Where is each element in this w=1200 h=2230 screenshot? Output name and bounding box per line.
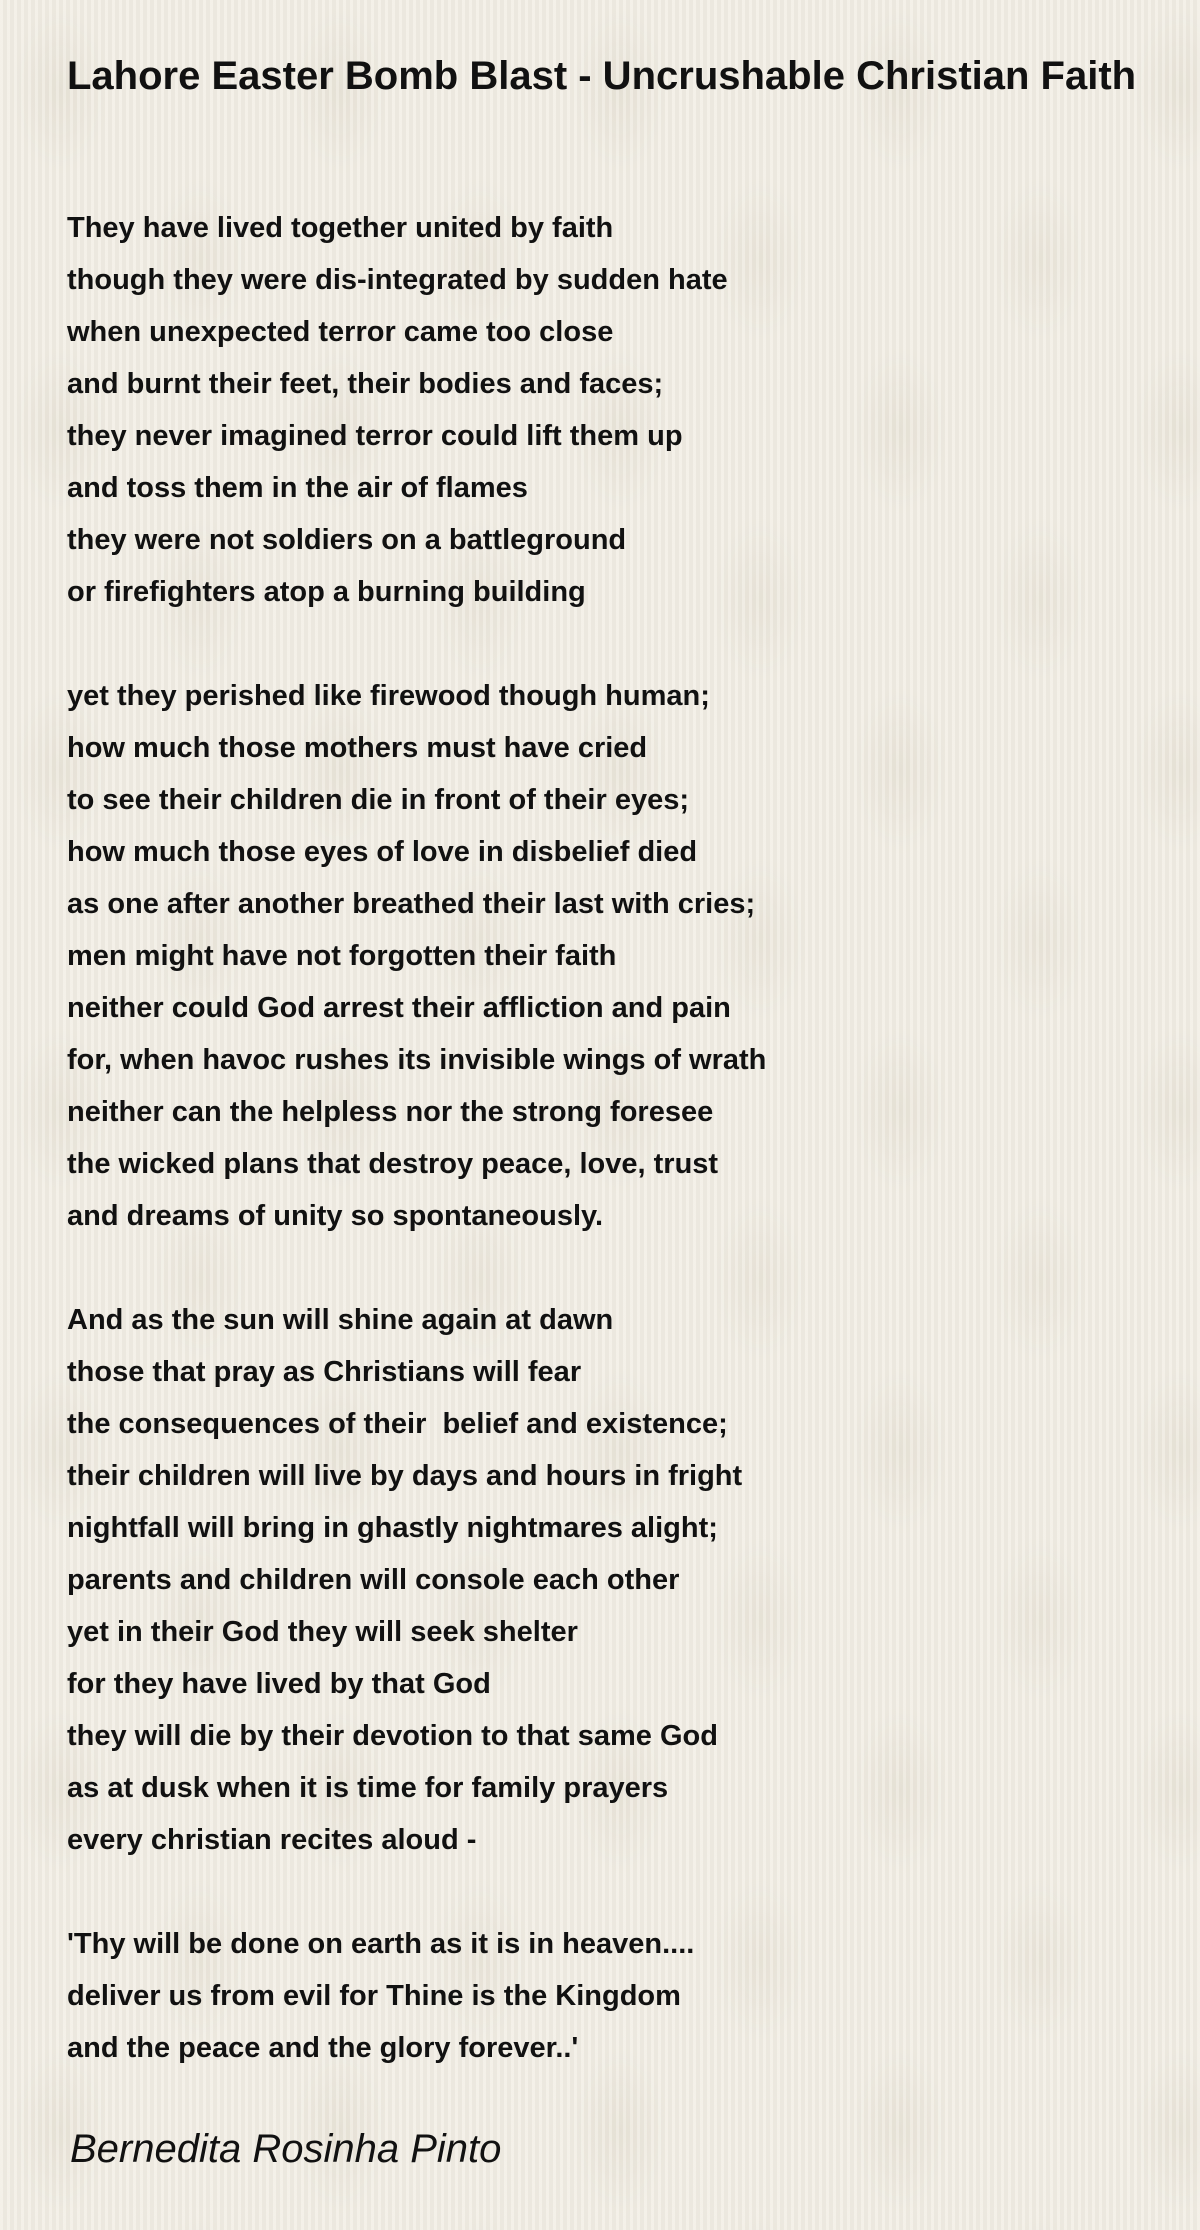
poem-line: their children will live by days and hours in fright (67, 1460, 743, 1492)
stanza-2 (67, 670, 1147, 1242)
poem-line: to see their children die in front of their eyes; (67, 784, 689, 816)
poem-line: how much those mothers must have cried (67, 732, 648, 764)
poem-line: neither could God arrest their affliction and pain (67, 992, 731, 1024)
poem-line: parents and children will console each other (67, 1564, 680, 1596)
poem-line: and the peace and the glory forever..' (67, 2032, 579, 2064)
poem-line: the wicked plans that destroy peace, love, trust (67, 1148, 719, 1180)
poem-line: for they have lived by that God (67, 1668, 491, 1700)
poem-line: and burnt their feet, their bodies and faces; (67, 368, 664, 400)
poem-line: yet in their God they will seek shelter (67, 1616, 578, 1648)
poem-line: or firefighters atop a burning building (67, 576, 586, 608)
poem-line: how much those eyes of love in disbelief died (67, 836, 698, 868)
poem-line: They have lived together united by faith (67, 212, 614, 244)
poem-line: and toss them in the air of flames (67, 472, 528, 504)
poem-line: nightfall will bring in ghastly nightmares alight; (67, 1512, 718, 1544)
poem-line: neither can the helpless nor the strong foresee (67, 1096, 714, 1128)
poem-author: Bernedita Rosinha Pinto (70, 2127, 502, 2171)
stanza-3 (67, 1294, 1147, 1866)
poem-line: yet they perished like firewood though human; (67, 680, 710, 712)
poem-line: And as the sun will shine again at dawn (67, 1304, 614, 1336)
poem-line: they were not soldiers on a battleground (67, 524, 627, 556)
poem-line: men might have not forgotten their faith (67, 940, 617, 972)
poem-line: as at dusk when it is time for family prayers (67, 1772, 669, 1804)
poem-line: deliver us from evil for Thine is the Kingdom (67, 1980, 681, 2012)
stanza-1 (67, 202, 1147, 618)
poem-line: the consequences of their belief and existence; (67, 1408, 728, 1440)
poem-line: those that pray as Christians will fear (67, 1356, 582, 1388)
poem-line: they will die by their devotion to that same God (67, 1720, 718, 1752)
poem-line: for, when havoc rushes its invisible wings of wrath (67, 1044, 767, 1076)
poem-line: every christian recites aloud - (67, 1824, 477, 1856)
poem-title: Lahore Easter Bomb Blast - Uncrushable Christian Faith (67, 54, 1137, 98)
poem-line: 'Thy will be done on earth as it is in heaven.... (67, 1928, 695, 1960)
poem-line: and dreams of unity so spontaneously. (67, 1200, 604, 1232)
poem-body (67, 202, 1147, 2126)
poem-line: as one after another breathed their last with cries; (67, 888, 756, 920)
poem-line: though they were dis-integrated by sudden hate (67, 264, 728, 296)
stanza-4 (67, 1918, 1147, 2074)
poem-line: they never imagined terror could lift them up (67, 420, 683, 452)
poem-line: when unexpected terror came too close (67, 316, 614, 348)
